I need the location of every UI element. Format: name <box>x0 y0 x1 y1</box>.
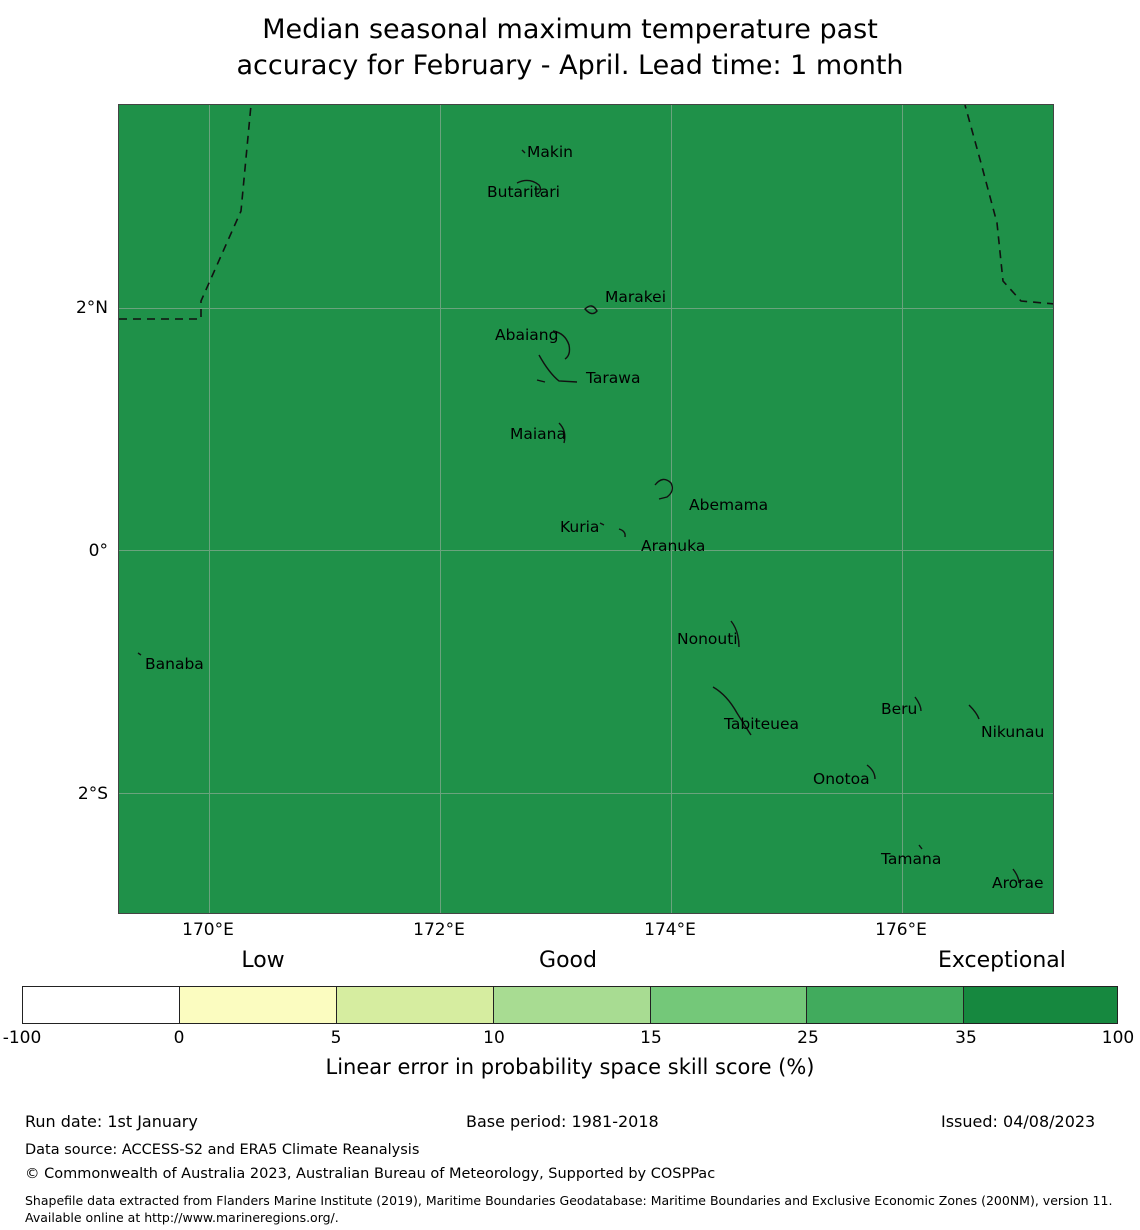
colorbar-tick-0: 0 <box>173 1028 185 1048</box>
footer-shapefile-note: Shapefile data extracted from Flanders Marine Institute (2019), Maritime Boundaries Geodatabase: Maritime Boundaries and Exclusive Economic Zones (200NM), version 11. Available online at http://www.marineregions.org/. <box>25 1193 1113 1225</box>
xtick-176e: 176°E <box>875 920 927 940</box>
footer-run-date: Run date: 1st January <box>25 1112 198 1131</box>
gridline-lon-170 <box>209 105 210 913</box>
gridline-lat-2s <box>119 793 1053 794</box>
gridline-lon-172 <box>440 105 441 913</box>
colorbar-tick-25: 25 <box>797 1028 819 1048</box>
xtick-174e: 174°E <box>644 920 696 940</box>
colorbar-tick-5: 5 <box>330 1028 342 1048</box>
category-label-low: Low <box>241 948 285 973</box>
footer-issued: Issued: 04/08/2023 <box>941 1112 1096 1131</box>
ytick-2s: 2°S <box>77 784 108 804</box>
island-label-onotoa: Onotoa <box>813 770 870 788</box>
island-label-marakei: Marakei <box>605 288 667 306</box>
colorbar-swatch-3 <box>494 987 651 1023</box>
island-label-tamana: Tamana <box>881 850 942 868</box>
ytick-0: 0° <box>88 541 108 561</box>
gridline-lat-0 <box>119 550 1053 551</box>
island-label-nonouti: Nonouti <box>677 630 738 648</box>
gridline-lon-174 <box>671 105 672 913</box>
colorbar-tick-10: 10 <box>483 1028 505 1048</box>
gridline-lon-176 <box>902 105 903 913</box>
footer-base-period: Base period: 1981-2018 <box>466 1112 659 1131</box>
island-label-nikunau: Nikunau <box>981 723 1045 741</box>
colorbar-category-labels <box>0 948 1140 978</box>
colorbar <box>22 986 1118 1024</box>
colorbar-ticks <box>0 1028 1140 1052</box>
colorbar-tick-100: 100 <box>1101 1028 1135 1048</box>
island-label-kuria: Kuria <box>560 518 600 536</box>
xtick-172e: 172°E <box>413 920 465 940</box>
page-title <box>0 12 1140 84</box>
colorbar-tick--100: -100 <box>2 1028 42 1048</box>
category-label-good: Good <box>539 948 597 973</box>
gridline-lat-2n <box>119 308 1053 309</box>
island-label-butaritari: Butaritari <box>487 183 560 201</box>
title-line-2: accuracy for February - April. Lead time: 1 month <box>236 50 904 81</box>
map-plot-area <box>118 104 1054 914</box>
island-label-beru: Beru <box>881 700 918 718</box>
ytick-2n: 2°N <box>75 298 108 318</box>
island-label-tarawa: Tarawa <box>586 369 641 387</box>
island-label-aranuka: Aranuka <box>641 537 706 555</box>
island-label-maiana: Maiana <box>510 425 566 443</box>
colorbar-swatch-0 <box>23 987 180 1023</box>
island-label-abaiang: Abaiang <box>495 326 559 344</box>
colorbar-swatch-2 <box>337 987 494 1023</box>
colorbar-swatch-5 <box>807 987 964 1023</box>
footer-data-source: Data source: ACCESS-S2 and ERA5 Climate Reanalysis <box>25 1142 420 1158</box>
island-label-abemama: Abemama <box>689 496 769 514</box>
category-label-exceptional: Exceptional <box>938 948 1066 973</box>
island-label-makin: Makin <box>527 143 573 161</box>
island-label-banaba: Banaba <box>145 655 204 673</box>
colorbar-swatch-4 <box>651 987 808 1023</box>
island-label-arorae: Arorae <box>992 874 1044 892</box>
title-line-1: Median seasonal maximum temperature past <box>262 14 878 45</box>
island-label-tabiteuea: Tabiteuea <box>724 715 800 733</box>
xtick-170e: 170°E <box>182 920 234 940</box>
colorbar-axis-label: Linear error in probability space skill score (%) <box>325 1055 815 1079</box>
colorbar-swatch-1 <box>180 987 337 1023</box>
colorbar-tick-35: 35 <box>955 1028 977 1048</box>
footer-top-row <box>0 1112 1140 1134</box>
colorbar-tick-15: 15 <box>640 1028 662 1048</box>
colorbar-swatch-6 <box>964 987 1117 1023</box>
footer-copyright: © Commonwealth of Australia 2023, Australian Bureau of Meteorology, Supported by COSPPac <box>25 1166 716 1182</box>
